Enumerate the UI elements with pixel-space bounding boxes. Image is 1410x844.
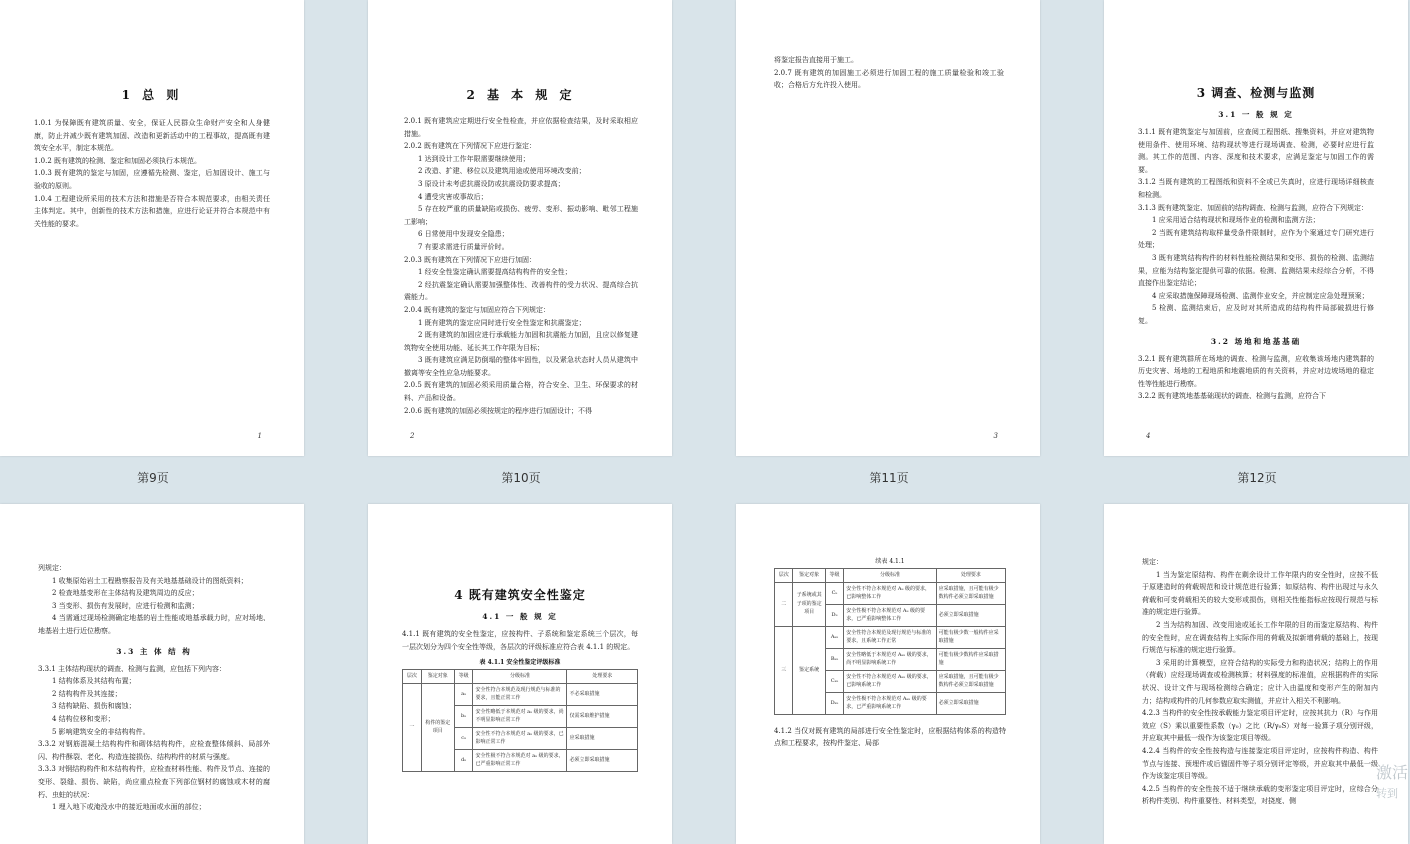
table-cell-object: 构件的鉴定项目 [421,683,454,771]
page-body [1138,126,1374,328]
page-number: 3 [993,432,998,440]
section-title: 3.2 场地和地基基础 [1210,336,1302,346]
header-object: 鉴定对象 [421,670,454,684]
table-cell-standard: 安全性不符合本规范对 Aₛᵤ 级的要求，已影响系统工作 [844,670,936,692]
table-cell-level: 二 [775,582,793,626]
table-cell-grade: Dᵤ [825,604,843,626]
paragraph: 4 结构位移和变形； [52,714,115,723]
header-level: 层次 [775,569,793,583]
table-cell-grade: aᵤ [454,683,473,705]
paragraph: 1.0.2 既有建筑的检测、鉴定和加固必须执行本规范。 [34,156,202,165]
paragraph: 3.3.3 对钢结构构件和木结构构件，应检查材料性能、构件及节点、连接的变形、裂缝、损伤、缺陷，尚应重点检查下列部位钢材的腐蚀或木材的腐朽、虫蛀的状况： [38,765,270,799]
paragraph: 1 经安全性鉴定确认需要提高结构构件的安全性； [418,268,572,277]
table-cell-action: 必须立即采取措施 [567,749,638,771]
table-row [403,683,638,705]
paragraph: 1.0.3 既有建筑的鉴定与加固，应遵循先检测、鉴定，后加固设计、施工与验收的原则。 [34,169,270,190]
paragraph: 2 检查地基变形在主体结构及建筑周边的反应； [52,589,199,598]
page-14[interactable] [368,504,672,844]
paragraph: 6 日常使用中发现安全隐患； [418,230,509,239]
paragraph: 2 结构构件及其连接； [52,689,122,698]
paragraph: 2.0.1 既有建筑应定期进行安全性检查，并应依据检查结果，及时采取相应措施。 [404,117,638,138]
page-body [34,117,270,230]
header-standard: 分级标准 [473,670,567,684]
table-cell-level: 三 [775,626,793,714]
table-cell-action: 可能有极少数构件应采取措施 [936,648,1005,670]
paragraph: 1 埋入地下或淹没水中的接近地面或水面的部位； [52,803,206,812]
table-row [775,626,1006,648]
page-15[interactable] [736,504,1040,844]
header-grade: 等级 [454,670,473,684]
page-title: 4 既有建筑安全性鉴定 [454,588,586,602]
paragraph: 2 当既有建筑结构取样量受条件限制时，应作为个案通过专门研究进行处理； [1138,228,1374,250]
page-16[interactable] [1104,504,1408,844]
paragraph: 2 经抗震鉴定确认需要加强整体性、改善构件的受力状况、提高综合抗震能力。 [404,280,638,302]
header-action: 处理要求 [936,569,1005,583]
paragraph: 列规定： [38,564,66,572]
page-body [404,115,638,417]
paragraph: 7 有要求需进行质量评价时。 [418,242,509,251]
table-cell-action: 可能有极少数一般构件应采取措施 [936,626,1005,648]
paragraph: 1.0.1 为保障既有建筑质量、安全，保证人民群众生命财产安全和人身健康，防止并减少既有建筑加固、改造和更新活动中的工程事故，提高既有建筑安全水平，制定本规范。 [34,119,270,153]
page-number: 1 [257,432,262,440]
table-cell-standard: 安全性符合本规范及现行规范与标准的要求，且能正常工作 [473,683,567,705]
paragraph: 2 改造、扩建、移位以及建筑用途或使用环境改变前； [418,167,586,176]
table-cell-grade: Cₛᵤ [825,670,843,692]
paragraph: 4.2.5 当构件的安全性按不适于继续承载的变形鉴定项目评定时，应综合分析构件类别、构件重要性、材料类型，对挠度、侧 [1142,784,1378,806]
table-cell-grade: Dₛᵤ [825,692,843,714]
paragraph: 5 存在较严重的质量缺陷或损伤、疲劳、变形、振动影响、毗邻工程施工影响； [404,205,638,226]
header-object: 鉴定对象 [793,569,825,583]
paragraph: 5 检测、监测结束后，应及时对其所造成的结构构件局部破损进行修复。 [1138,304,1374,325]
page-caption-12[interactable]: 第12页 [1237,471,1277,485]
section-title: 3.1 一 般 规 定 [1218,110,1294,119]
paragraph: 规定： [1142,558,1163,566]
page-caption-9[interactable]: 第9页 [137,471,169,485]
paragraph: 1 收集原始岩土工程勘察报告及有关地基基础设计的图纸资料； [52,576,248,585]
paragraph: 1 当为鉴定原结构、构件在剩余设计工作年限内的安全性时，应按不低于原建造时的荷载规范和设计规范进行验算；如原结构、构件出现过与永久荷载和可变荷载相关的较大变形或损伤，则相关性能指标应按现行规范与标准的规定进行验算。 [1142,570,1378,617]
header-action: 处理要求 [567,670,638,684]
page-body [38,562,270,638]
page-body [1142,556,1378,808]
paragraph: 3.2.1 既有建筑群所在场地的调查、检测与监测，应收集该场地内建筑群的历史灾害、场地的工程地质和地震地质的有关资料，并应对边坡场地的稳定性等性能进行勘察。 [1138,354,1374,388]
header-level: 层次 [403,670,422,684]
paragraph: 1 结构体系及其结构布置； [52,677,136,686]
rating-table [402,669,638,772]
paragraph: 3 当变形、损伤有发展时，应进行检测和监测； [52,601,199,610]
table-cell-level: 一 [403,683,422,771]
page-9[interactable] [0,0,304,456]
page-body [1138,353,1374,403]
table-cell-standard: 安全性略低于本规范对 aᵤ 级的要求，尚不明显影响正常工作 [473,705,567,727]
paragraph: 2.0.4 既有建筑的鉴定与加固应符合下列规定： [404,305,551,314]
paragraph: 3 既有建筑结构构件的材料性能检测结果和变形、损伤的检测、监测结果，应能为结构鉴定提供可靠的依据。检测、监测结果未经综合分析，不得直接作出鉴定结论； [1138,253,1374,288]
paragraph: 3 结构缺陷、损伤和腐蚀； [52,702,136,711]
table-cell-standard: 安全性符合本规范及现行规范与标准的要求，且系统工作正常 [844,626,936,648]
paragraph: 4 应采取措施保障现场检测、监测作业安全，并应制定应急处理预案； [1152,291,1369,300]
table-header-row [775,569,1006,583]
paragraph: 2.0.6 既有建筑的加固必须按规定的程序进行加固设计；不得 [404,406,593,415]
paragraph: 3.2.2 既有建筑地基基础现状的调查、检测与监测，应符合下 [1138,392,1327,401]
paragraph: 1 应采用适合结构现状和现场作业的检测和监测方法； [1152,216,1320,225]
rating-table-continued [774,568,1006,715]
paragraph: 3.1.2 当既有建筑的工程图纸和资料不全或已失真时，应进行现场详细核查和检测。 [1138,178,1374,199]
page-number: 2 [410,432,415,440]
paragraph: 3.1.1 既有建筑鉴定与加固前，应查阅工程图纸、搜集资料，并应对建筑物使用条件、使用环境、结构现状等进行现场调查、检测，必要时应进行监测。其工作的范围、内容、深度和技术要求，应满足鉴定与加固工作的需要。 [1138,128,1374,174]
section-title: 3.3 主 体 结 构 [116,646,192,656]
table-cell-action: 必须立即采取措施 [936,692,1005,714]
paragraph: 3 原设计未考虑抗震设防或抗震设防要求提高； [418,179,565,188]
page-title: 2 基 本 规 定 [466,88,576,102]
page-body [38,663,270,814]
section-title: 4.1 一 般 规 定 [482,612,558,621]
paragraph: 2.0.2 既有建筑在下列情况下应进行鉴定： [404,142,537,151]
page-12[interactable] [1104,0,1408,456]
paragraph: 3 既有建筑应满足防倒塌的整体牢固性，以及紧急状态时人员从建筑中撤离等安全性应急功能要求。 [404,356,638,377]
table-cell-action: 仅需采取维护措施 [567,705,638,727]
paragraph: 2.0.7 既有建筑的加固施工必须进行加固工程的施工质量检验和竣工验收；合格后方允许投入使用。 [774,68,1004,90]
table-header-row [403,670,638,684]
page-title: 1 总 则 [121,88,183,102]
paragraph: 4.1.2 当仅对既有建筑的局部进行安全性鉴定时，应根据结构体系的构造特点和工程要求，按构件鉴定、局部 [774,726,1006,748]
watermark-line-1: 激活 [1375,763,1408,782]
table-cell-action: 必须立即采取措施 [936,604,1005,626]
paragraph: 1 达到设计工作年限需要继续使用； [418,154,530,163]
table-cell-grade: Cᵤ [825,582,843,604]
paragraph: 5 影响建筑安全的非结构构件。 [52,727,150,736]
table-cell-grade: dᵤ [454,749,473,771]
page-caption-11[interactable]: 第11页 [869,471,909,485]
table-cell-action: 应采取措施，且可能有极少数构件必须立即采取措施 [936,670,1005,692]
activation-watermark [1376,760,1408,801]
paragraph: 2.0.3 既有建筑在下列情况下应进行加固： [404,255,537,264]
page-10[interactable] [368,0,672,456]
table-cell-standard: 安全性极不符合本规范对 aᵤ 级的要求，已严重影响正常工作 [473,749,567,771]
paragraph: 4.2.4 当构件的安全性按构造与连接鉴定项目评定时，应按构件构造、构件节点与连接、预埋件或后锚固件等子项分别评定等级，并应取其中最低一级作为该鉴定项目等级。 [1142,746,1378,781]
header-standard: 分级标准 [844,569,936,583]
page-title: 3 调查、检测与监测 [1196,86,1316,100]
watermark-line-2: 转到 [1375,787,1398,800]
paragraph: 3.3.2 对钢筋混凝土结构构件和砌体结构构件，应检查整体倾斜、局部外闪、构件酥裂、老化、构造连接损伤、结构构件的材质与强度。 [38,740,270,761]
paragraph: 将鉴定报告直接用于施工。 [774,56,858,64]
table-cell-standard: 安全性极不符合本规范对 Aₛᵤ 级的要求，已严重影响系统工作 [844,692,936,714]
table-cell-action: 不必采取措施 [567,683,638,705]
table-cell-standard: 安全性不符合本规范对 aᵤ 级的要求，已影响正常工作 [473,727,567,749]
table-caption: 续表 4.1.1 [875,558,905,565]
page-caption-10[interactable]: 第10页 [501,471,541,485]
table-cell-grade: cᵤ [454,727,473,749]
table-cell-object: 鉴定系统 [793,626,825,714]
paragraph: 3.1.3 既有建筑鉴定、加固前的结构调查、检测与监测，应符合下列规定： [1138,203,1369,212]
table-cell-grade: Aₛᵤ [825,626,843,648]
page-number: 4 [1146,432,1151,440]
table-caption: 表 4.1.1 安全性鉴定评级标准 [479,659,561,667]
page-13[interactable] [0,504,304,844]
paragraph: 2 当为结构加固、改变用途或延长工作年限的目的而鉴定原结构、构件的安全性时，应在调查结构上实际作用的荷载及拟新增荷载的基础上，按现行规范与标准的规定进行验算。 [1142,620,1378,655]
paragraph: 1.0.4 工程建设所采用的技术方法和措施是否符合本规范要求，由相关责任主体判定。其中，创新性的技术方法和措施，应进行论证并符合本规范中有关性能的要求。 [34,194,270,228]
page-11[interactable] [736,0,1040,456]
table-cell-standard: 安全性不符合本规范对 Aᵤ 级的要求，已影响整体工作 [844,582,936,604]
table-cell-standard: 安全性极不符合本规范对 Aᵤ 级的要求，已严重影响整体工作 [844,604,936,626]
table-cell-object: 子系统或其子项的鉴定项目 [793,582,825,626]
paragraph: 3.3.1 主体结构现状的调查、检测与监测，应包括下列内容： [38,664,227,673]
table-cell-action: 应采取措施 [567,727,638,749]
table-cell-grade: Bₛᵤ [825,648,843,670]
paragraph: 4.1.1 既有建筑的安全性鉴定，应按构件、子系统和鉴定系统三个层次，每一层次划分为四个安全性等级，各层次的评级标准应符合表 4.1.1 的规定。 [402,630,638,651]
table-row [775,582,1006,604]
paragraph: 2 既有建筑的加固应进行承载能力加固和抗震能力加固，且应以修复建筑物安全使用功能、延长其工作年限为目标； [404,331,638,352]
paragraph: 1 既有建筑的鉴定应同时进行安全性鉴定和抗震鉴定； [418,318,586,327]
paragraph: 4.2.3 当构件的安全性按承载能力鉴定项目评定时，应按其抗力（R）与作用效应（S）乘以重要性系数（γ₀）之比（R/γ₀S）对每一验算子项分别评级，并应取其中最低一级作为该鉴定项目等级。 [1142,709,1378,743]
header-grade: 等级 [825,569,843,583]
page-body [774,54,1004,92]
table-cell-grade: bᵤ [454,705,473,727]
paragraph: 4 当需通过现场检测确定地基的岩土性能或地基承载力时，应对场地、地基岩土进行近位勘察。 [38,614,270,635]
paragraph: 2.0.5 既有建筑的加固必须采用质量合格，符合安全、卫生、环保要求的材料、产品和设备。 [404,381,638,403]
paragraph: 4 遭受灾害或事故后； [418,192,488,201]
table-cell-standard: 安全性略低于本规范对 Aₛᵤ 级的要求，尚不明显影响系统工作 [844,648,936,670]
table-cell-action: 应采取措施，且可能有极少数构件必须立即采取措施 [936,582,1005,604]
paragraph: 3 采用的计算模型，应符合结构的实际受力和构造状况；结构上的作用（荷载）应经现场调查或检测核算；材料强度的标准值，应根据构件的实际状况、设计文件与现场检测综合确定；应计入由温度和变形产生的附加内力；结构或构件的几何参数应取实测值，并应计入相关不利影响。 [1142,658,1378,705]
